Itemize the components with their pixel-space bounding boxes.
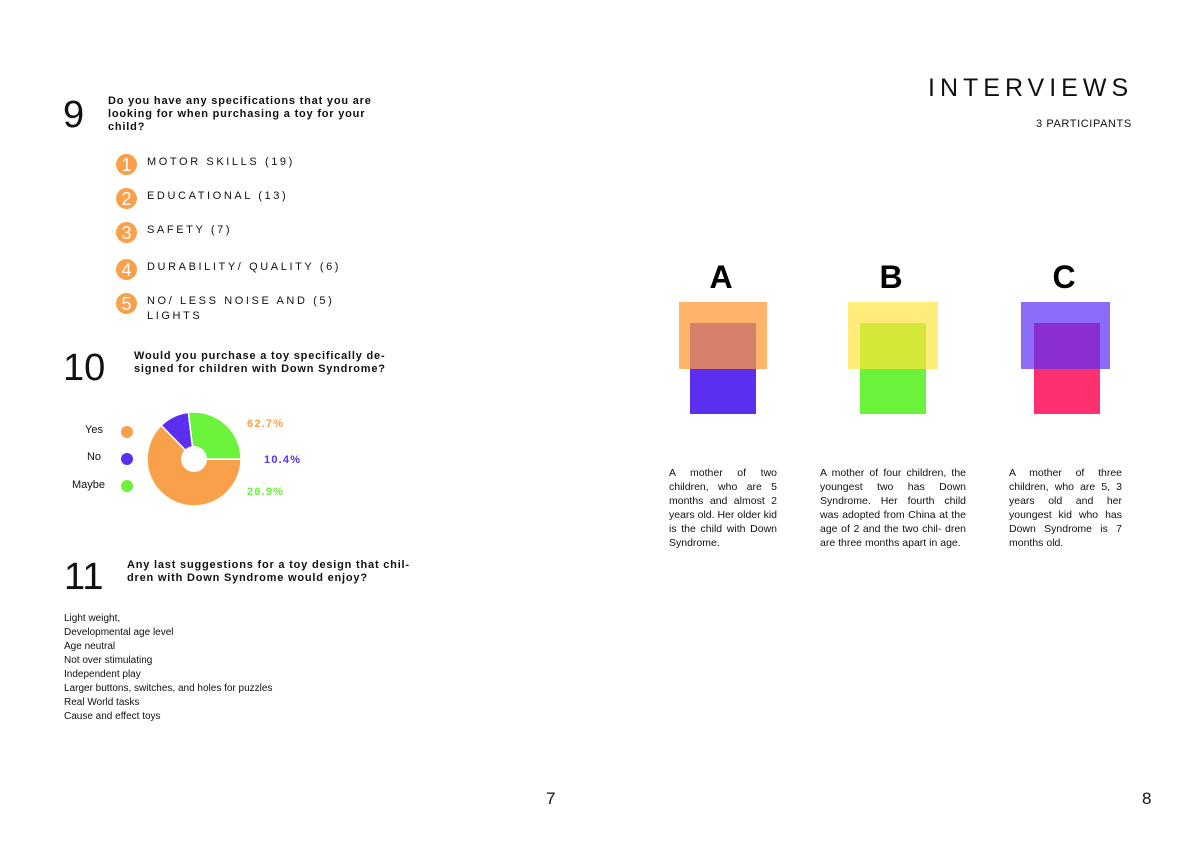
- question-text: Would you purchase a toy specifically de- signed for children with Down Syndrome?: [134, 350, 386, 375]
- page-title: INTERVIEWS: [928, 74, 1134, 102]
- color-block-overlap: [690, 323, 756, 369]
- list-item: Real World tasks: [64, 697, 140, 708]
- legend-label-maybe: Maybe: [71, 479, 105, 491]
- list-item: Age neutral: [64, 641, 116, 652]
- color-block-overlap: [1034, 323, 1100, 369]
- question-number: 9: [63, 94, 85, 136]
- list-item: Not over stimulating: [64, 655, 153, 666]
- suggestions-list: [64, 612, 364, 724]
- legend-label-yes: Yes: [85, 424, 103, 436]
- rank-label: SAFETY (7): [147, 224, 233, 236]
- legend-dot-yes: [121, 426, 133, 438]
- page-number-right: 8: [1142, 789, 1152, 808]
- list-item: Light weight,: [64, 613, 121, 624]
- participant-description: A mother of three children, who are 5, 3 years old and her youngest kid who has Down Syndrome is 7 months old.: [1009, 467, 1122, 549]
- data-label-maybe: 26.9%: [247, 486, 285, 498]
- question-number: 11: [64, 556, 104, 598]
- list-item: Developmental age level: [64, 627, 174, 638]
- legend-dot-no: [121, 453, 133, 465]
- participant-description: A mother of two children, who are 5 months and almost 2 years old. Her older kid is the child with Down Syndrome.: [669, 467, 777, 549]
- data-label-yes: 62.7%: [247, 418, 285, 430]
- rank-label: EDUCATIONAL (13): [147, 190, 289, 202]
- donut-chart: [144, 410, 244, 510]
- data-label-no: 10.4%: [264, 454, 302, 466]
- rank-label: MOTOR SKILLS (19): [147, 156, 295, 168]
- page-number-left: 7: [546, 789, 556, 808]
- rank-badge: 2: [116, 188, 137, 209]
- rank-badge: 5: [116, 293, 137, 314]
- donut-hole: [181, 446, 207, 472]
- participant-letter: B: [879, 259, 903, 295]
- question-text: Any last suggestions for a toy design that chil- dren with Down Syndrome would enjoy?: [127, 559, 410, 584]
- rank-badge: 1: [116, 154, 137, 175]
- page-subtitle: 3 PARTICIPANTS: [1036, 118, 1132, 130]
- question-number: 10: [63, 347, 106, 389]
- list-item: Cause and effect toys: [64, 711, 161, 722]
- participant-letter: A: [709, 259, 733, 295]
- list-item: Larger buttons, switches, and holes for puzzles: [64, 683, 273, 694]
- rank-label: DURABILITY/ QUALITY (6): [147, 261, 342, 273]
- legend-dot-maybe: [121, 480, 133, 492]
- participant-letter: C: [1052, 259, 1076, 295]
- question-text: Do you have any specifications that you are looking for when purchasing a toy for your child?: [108, 95, 372, 133]
- legend-label-no: No: [86, 451, 101, 463]
- rank-badge: 3: [116, 222, 137, 243]
- rank-badge: 4: [116, 259, 137, 280]
- participant-description: A mother of four children, the youngest two has Down Syndrome. Her fourth child was adopted from China at the age of 2 and the two chil- dren are three months apart in age.: [820, 467, 966, 549]
- rank-label: NO/ LESS NOISE AND (5) LIGHTS: [147, 295, 335, 322]
- color-block-overlap: [860, 323, 926, 369]
- list-item: Independent play: [64, 669, 141, 680]
